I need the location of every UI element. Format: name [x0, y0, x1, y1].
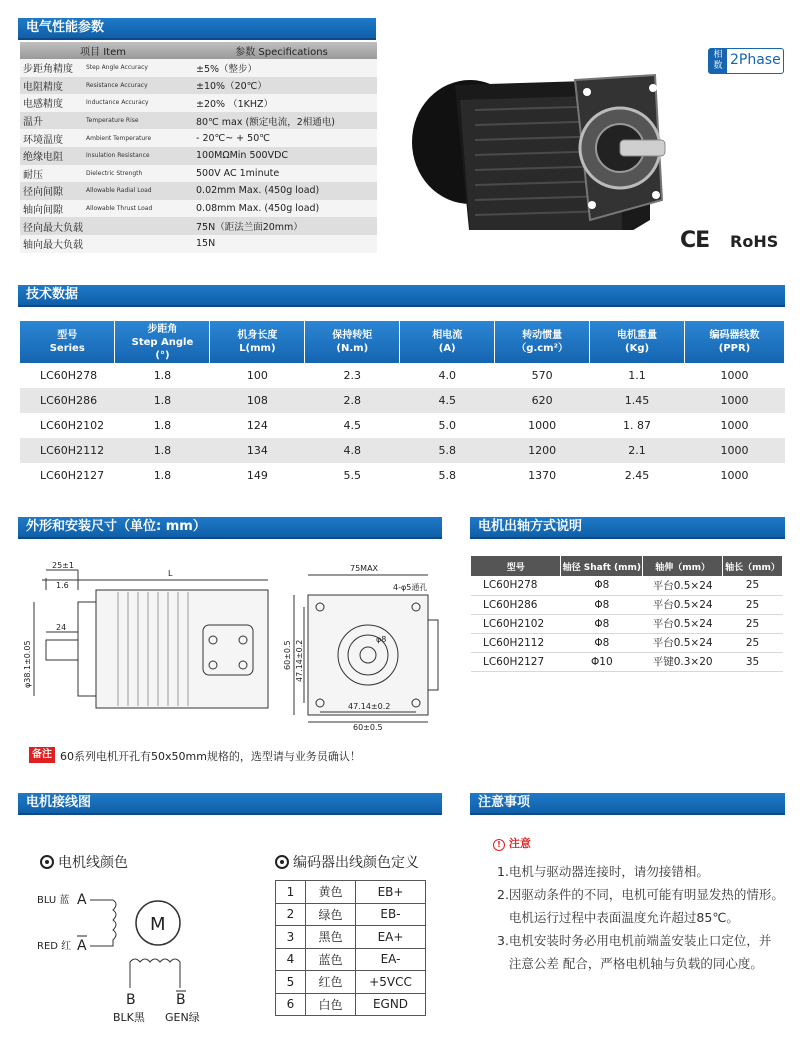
electrical-item-en: Resistance Accuracy [83, 77, 186, 95]
encoder-cell: 黄色 [306, 881, 356, 904]
shaft-cell: Φ8 [561, 576, 643, 595]
shaft-row [471, 576, 783, 595]
tech-header-line: (Kg) [625, 343, 650, 354]
dim-holes: 4-φ5通孔 [393, 583, 428, 592]
shaft-cell: 平台0.5×24 [643, 633, 723, 652]
tech-header-line: L(mm) [239, 343, 276, 354]
electrical-value: ±20% （1KHZ） [186, 94, 377, 112]
electrical-item-en: Inductance Accuracy [83, 94, 186, 112]
electrical-header-spec: 参数 Specifications [186, 42, 377, 59]
shaft-cell: 25 [723, 614, 783, 633]
wire-bbar-label: B [176, 992, 186, 1008]
encoder-cell: 红色 [306, 971, 356, 994]
tech-header-line: (°) [155, 349, 170, 361]
tech-cell: 1.8 [115, 413, 210, 438]
shaft-header-cell: 轴径 Shaft (mm) [561, 556, 643, 576]
remark-text: 60系列电机开孔有50x50mm规格的，选型请与业务员确认！ [60, 750, 361, 763]
electrical-value: - 20℃~ + 50℃ [186, 129, 377, 147]
note-line: 1.电机与驱动器连接时，请勿接错相。 [497, 864, 709, 879]
tech-header-cell [305, 321, 400, 363]
dim-4714-horizontal: 47.14±0.2 [348, 702, 391, 711]
motor-m-symbol: M [150, 914, 166, 935]
wire-blu-label: BLU 蓝 [37, 895, 70, 906]
tech-cell: 100 [210, 363, 305, 388]
wire-b-label: B [126, 992, 136, 1008]
tech-cell: 5.5 [305, 463, 400, 488]
encoder-row [276, 948, 426, 971]
electrical-item-en: Dielectric Strength [83, 165, 186, 183]
motor-wire-title [40, 852, 128, 872]
tech-cell: 2.1 [590, 438, 685, 463]
shaft-row [471, 595, 783, 614]
tech-cell: LC60H278 [20, 363, 115, 388]
encoder-row [276, 903, 426, 926]
note-line: 3.电机安装时务必用电机前端盖安装止口定位，并 [497, 933, 772, 948]
electrical-value: 0.02mm Max. (450g load) [186, 182, 377, 200]
tech-header-cell [590, 321, 685, 363]
tech-cell: LC60H2127 [20, 463, 115, 488]
dim-4714-vertical: 47.14±0.2 [295, 639, 304, 682]
remark-tag: 备注 [29, 747, 55, 763]
encoder-row [276, 881, 426, 904]
section-wiring-header: 电机接线图 [18, 793, 442, 815]
tech-cell: 5.0 [400, 413, 495, 438]
tech-cell: 1000 [685, 363, 785, 388]
section-tech-header: 技术数据 [18, 285, 785, 307]
electrical-item-en [83, 217, 186, 235]
shaft-cell: LC60H2127 [471, 652, 561, 671]
electrical-item-cn: 轴向最大负载 [20, 235, 83, 253]
tech-cell: 124 [210, 413, 305, 438]
notes-list [497, 860, 787, 975]
tech-cell: 1000 [685, 413, 785, 438]
encoder-cell: EGND [356, 993, 426, 1016]
note-line: 2.因驱动条件的不同，电机可能有明显发热的情形。 [497, 887, 784, 902]
dim-75max: 75MAX [350, 564, 379, 573]
tech-header-line: Series [49, 343, 85, 354]
tech-cell: LC60H2112 [20, 438, 115, 463]
notes-head [493, 835, 531, 851]
shaft-row [471, 633, 783, 652]
tech-header-line: 相电流 [432, 330, 463, 341]
tech-header-cell [400, 321, 495, 363]
electrical-row [20, 129, 377, 147]
encoder-cell: 白色 [306, 993, 356, 1016]
electrical-item-en: Allowable Radial Load [83, 182, 186, 200]
shaft-cell: Φ8 [561, 614, 643, 633]
badge-cn-bottom: 数 [713, 61, 723, 71]
electrical-item-cn: 电阻精度 [20, 77, 83, 95]
encoder-cell: EB- [356, 903, 426, 926]
shaft-cell: 35 [723, 652, 783, 671]
shaft-cell: LC60H2112 [471, 633, 561, 652]
section-notes-header: 注意事项 [470, 793, 785, 815]
tech-cell: 134 [210, 438, 305, 463]
tech-header-cell [20, 321, 115, 363]
tech-cell: 1.8 [115, 363, 210, 388]
tech-cell: 5.8 [400, 438, 495, 463]
tech-cell: 4.5 [305, 413, 400, 438]
tech-cell: 1000 [685, 438, 785, 463]
rohs-mark: RoHS [730, 232, 779, 251]
electrical-row [20, 59, 377, 77]
electrical-value: 500V AC 1minute [186, 165, 377, 183]
electrical-value: 0.08mm Max. (450g load) [186, 200, 377, 218]
alert-icon: ! [493, 839, 505, 851]
electrical-row [20, 147, 377, 165]
tech-header-line: （g.cm²） [516, 343, 568, 354]
electrical-row [20, 217, 377, 235]
tech-cell: 2.45 [590, 463, 685, 488]
shaft-cell: 平台0.5×24 [643, 576, 723, 595]
tech-cell: 1.45 [590, 388, 685, 413]
tech-cell: 620 [495, 388, 590, 413]
encoder-cell: 4 [276, 948, 306, 971]
tech-header-line: 保持转矩 [332, 330, 373, 341]
electrical-item-cn: 轴向间隙 [20, 200, 83, 218]
tech-row [20, 363, 785, 388]
tech-header-line: (N.m) [336, 343, 369, 354]
electrical-value: ±10%（20℃） [186, 77, 377, 95]
section-shaft-header: 电机出轴方式说明 [470, 517, 785, 539]
electrical-row [20, 200, 377, 218]
tech-cell: LC60H2102 [20, 413, 115, 438]
wire-a-label: A [77, 892, 87, 908]
tech-cell: 4.5 [400, 388, 495, 413]
electrical-item-cn: 步距角精度 [20, 59, 83, 77]
tech-row [20, 438, 785, 463]
tech-header-line: 电机重量 [617, 330, 658, 341]
tech-cell: 1.8 [115, 388, 210, 413]
electrical-item-en [83, 235, 186, 253]
shaft-header-cell: 型号 [471, 556, 561, 576]
shaft-header-cell: 轴伸（mm） [643, 556, 723, 576]
badge-cn-top: 相 [713, 50, 723, 60]
electrical-item-cn: 环境温度 [20, 129, 83, 147]
shaft-cell: Φ8 [561, 633, 643, 652]
tech-header-line: Step Angle [131, 336, 194, 348]
dim-25: 25±1 [52, 561, 74, 570]
encoder-cell: 5 [276, 971, 306, 994]
tech-cell: 1370 [495, 463, 590, 488]
dim-phi38: φ38.1±0.05 [23, 640, 32, 688]
tech-header-cell [115, 321, 210, 363]
circle-dot-icon [275, 855, 289, 869]
tech-header-line: 转动惯量 [522, 330, 563, 341]
tech-row [20, 413, 785, 438]
electrical-item-cn: 绝缘电阻 [20, 147, 83, 165]
electrical-item-en: Ambient Temperature [83, 129, 186, 147]
dim-60-vertical: 60±0.5 [283, 640, 292, 670]
ce-mark: CE [680, 228, 710, 253]
motor-wiring-diagram [35, 878, 235, 1028]
shaft-row [471, 614, 783, 633]
tech-cell: 1200 [495, 438, 590, 463]
tech-row [20, 388, 785, 413]
dim-60-horizontal: 60±0.5 [353, 723, 383, 730]
encoder-cell: 2 [276, 903, 306, 926]
tech-header-line: 型号 [57, 330, 78, 341]
circle-dot-icon [40, 855, 54, 869]
motor-wire-title-text: 电机线颜色 [58, 855, 128, 871]
shaft-cell: 25 [723, 595, 783, 614]
tech-cell: 1.8 [115, 438, 210, 463]
electrical-item-cn: 径向最大负载 [20, 217, 83, 235]
encoder-cell: 黑色 [306, 926, 356, 949]
electrical-value: 15N [186, 235, 377, 253]
shaft-cell: Φ10 [561, 652, 643, 671]
tech-cell: 2.3 [305, 363, 400, 388]
motor-photo [400, 40, 700, 230]
electrical-row [20, 94, 377, 112]
electrical-item-cn: 温升 [20, 112, 83, 130]
tech-header-cell [685, 321, 785, 363]
encoder-cell: 6 [276, 993, 306, 1016]
wire-gen-label: GEN绿 [165, 1011, 200, 1024]
electrical-item-en: Step Angle Accuracy [83, 59, 186, 77]
tech-header-line: 机身长度 [237, 330, 278, 341]
electrical-value: 75N（距法兰面20mm） [186, 217, 377, 235]
electrical-item-cn: 径向间隙 [20, 182, 83, 200]
note-line: 注意公差 配合，严格电机轴与负载的同心度。 [497, 956, 763, 971]
electrical-row [20, 112, 377, 130]
electrical-spec-table [20, 42, 377, 253]
electrical-value: 80℃ max (额定电流，2相通电) [186, 112, 377, 130]
section-dimensions-header: 外形和安装尺寸（单位: mm） [18, 517, 442, 539]
encoder-cell: 绿色 [306, 903, 356, 926]
shaft-cell: 平台0.5×24 [643, 614, 723, 633]
tech-cell: 1.8 [115, 463, 210, 488]
shaft-table [471, 556, 783, 672]
electrical-item-en: Temperature Rise [83, 112, 186, 130]
tech-header-line: 步距角 [147, 323, 178, 335]
encoder-cell: +5VCC [356, 971, 426, 994]
electrical-item-en: Insulation Resistance [83, 147, 186, 165]
encoder-color-table [275, 880, 426, 1016]
electrical-row [20, 235, 377, 253]
shaft-cell: 平台0.5×24 [643, 595, 723, 614]
tech-cell: 149 [210, 463, 305, 488]
badge-label: 2Phase [730, 52, 781, 68]
shaft-cell: 25 [723, 633, 783, 652]
electrical-value: ±5%（整步） [186, 59, 377, 77]
notes-head-text: 注意 [508, 837, 531, 850]
electrical-row [20, 165, 377, 183]
electrical-row [20, 182, 377, 200]
shaft-header-cell: 轴长（mm） [723, 556, 783, 576]
tech-cell: 1000 [685, 463, 785, 488]
wire-red-label: RED 红 [37, 941, 72, 952]
electrical-value: 100MΩMin 500VDC [186, 147, 377, 165]
dim-shaft-dia: φ8 [376, 635, 387, 644]
wire-abar-label: A [77, 938, 87, 954]
tech-header-cell [210, 321, 305, 363]
section-electrical-header: 电气性能参数 [18, 18, 376, 40]
tech-header-cell [495, 321, 590, 363]
tech-cell: 570 [495, 363, 590, 388]
shaft-row [471, 652, 783, 671]
dim-24: 24 [56, 623, 67, 632]
dimension-drawing [18, 550, 448, 730]
phase-badge [708, 48, 784, 74]
shaft-cell: LC60H278 [471, 576, 561, 595]
dim-16: 1.6 [56, 581, 69, 590]
tech-cell: 1.1 [590, 363, 685, 388]
tech-cell: 1. 87 [590, 413, 685, 438]
tech-row [20, 463, 785, 488]
electrical-item-en: Allowable Thrust Load [83, 200, 186, 218]
tech-header-line: (A) [438, 343, 456, 354]
encoder-cell: 蓝色 [306, 948, 356, 971]
tech-cell: LC60H286 [20, 388, 115, 413]
encoder-cell: 1 [276, 881, 306, 904]
tech-cell: 108 [210, 388, 305, 413]
encoder-wire-title-text: 编码器出线颜色定义 [293, 855, 419, 871]
tech-cell: 4.8 [305, 438, 400, 463]
shaft-cell: 平键0.3×20 [643, 652, 723, 671]
note-line: 电机运行过程中表面温度允许超过85℃。 [497, 910, 739, 925]
encoder-cell: EB+ [356, 881, 426, 904]
encoder-row [276, 993, 426, 1016]
electrical-item-cn: 电感精度 [20, 94, 83, 112]
encoder-cell: EA- [356, 948, 426, 971]
wire-blk-label: BLK黑 [113, 1011, 145, 1024]
electrical-row [20, 77, 377, 95]
tech-cell: 5.8 [400, 463, 495, 488]
tech-header-line: 编码器线数 [709, 330, 760, 341]
shaft-cell: Φ8 [561, 595, 643, 614]
tech-cell: 1000 [685, 388, 785, 413]
shaft-cell: LC60H286 [471, 595, 561, 614]
encoder-cell: 3 [276, 926, 306, 949]
dim-l: L [168, 569, 173, 578]
encoder-row [276, 926, 426, 949]
encoder-cell: EA+ [356, 926, 426, 949]
electrical-item-cn: 耐压 [20, 165, 83, 183]
encoder-row [276, 971, 426, 994]
tech-cell: 2.8 [305, 388, 400, 413]
tech-header-line: (PPR) [718, 343, 751, 354]
encoder-wire-title [275, 852, 419, 872]
tech-data-table [20, 321, 785, 488]
tech-cell: 1000 [495, 413, 590, 438]
shaft-cell: 25 [723, 576, 783, 595]
tech-cell: 4.0 [400, 363, 495, 388]
electrical-header-item: 项目 Item [20, 42, 186, 59]
shaft-cell: LC60H2102 [471, 614, 561, 633]
